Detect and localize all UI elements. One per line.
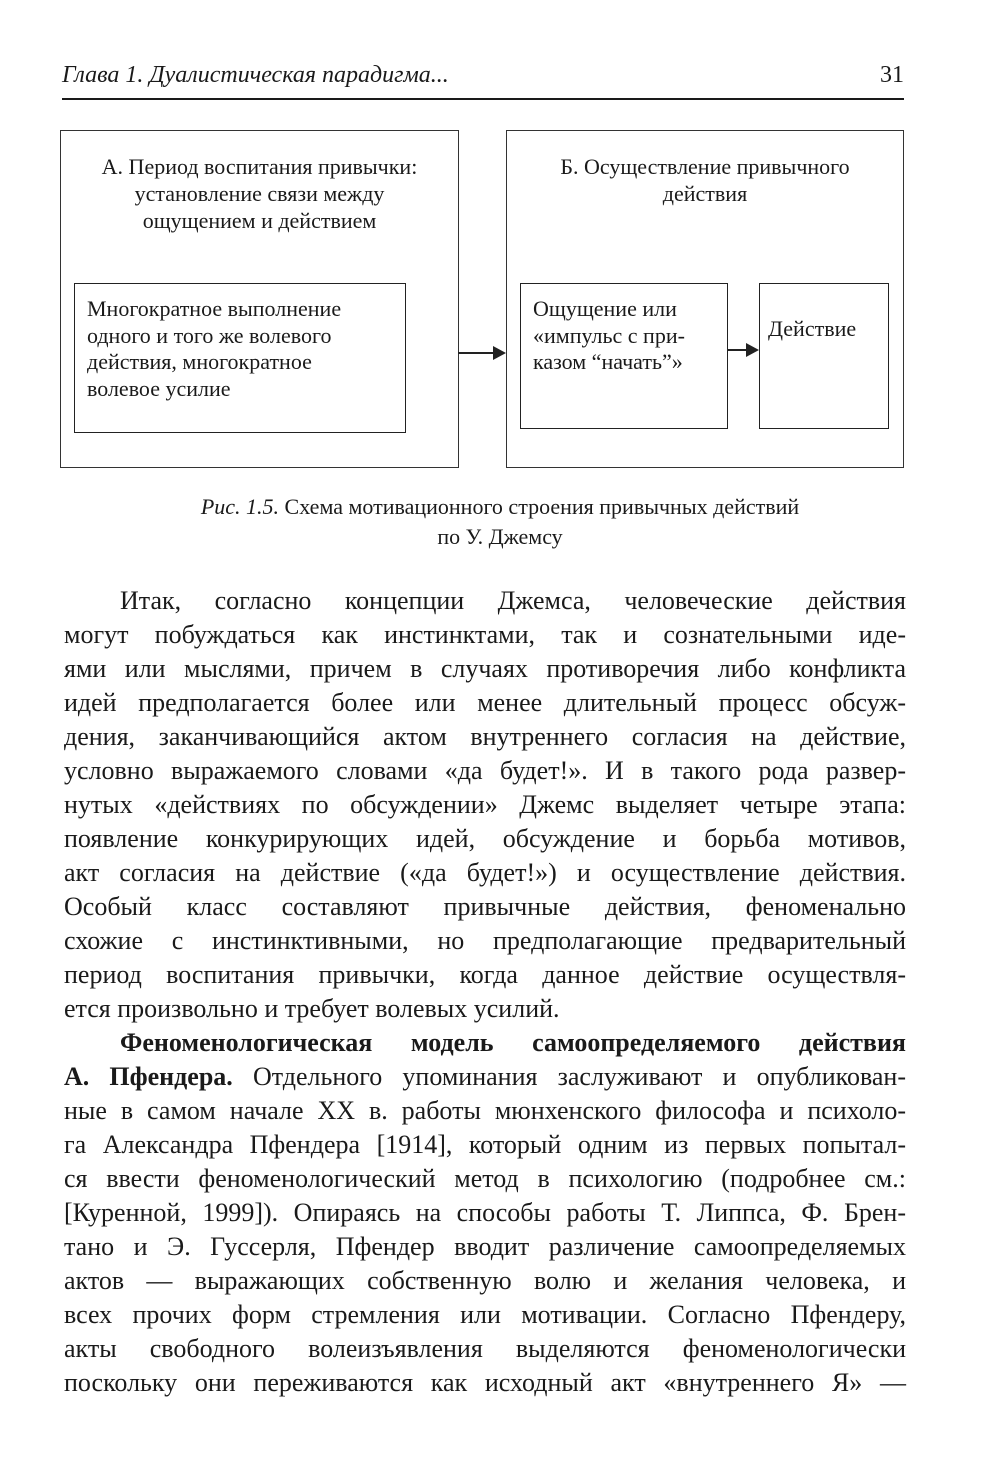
caption-text: Схема мотивационного строения привычных действий [284, 494, 800, 519]
figure-caption [90, 492, 910, 552]
paragraph-line: ется произвольно и требует волевых усилий. [64, 994, 560, 1023]
box-line: волевое усилие [87, 375, 231, 401]
paragraph-line: дения, заканчивающийся актом внутреннего согласия на действие, [64, 722, 906, 751]
section-heading: Феноменологическая модель самоопределяемого действия [120, 1028, 906, 1057]
paragraph-line: условно выражаемого словами «да будет!». И в такого рода развер- [64, 756, 906, 785]
paragraph-line: схожие с инстинктивными, но предполагающие предварительный [64, 926, 906, 955]
box-line: Действие [768, 316, 857, 341]
box-line: действия, многократное [87, 349, 312, 374]
paragraph-line: ся ввести феноменологический метод в психологию (подробнее см.: [64, 1164, 906, 1193]
arrow-a-to-b-head [493, 346, 506, 360]
paragraph-line: всех прочих форм стремления или мотивации. Согласно Пфендеру, [64, 1300, 906, 1329]
figure-diagram [0, 0, 1000, 480]
paragraph-line: поскольку они переживаются как исходный акт «внутреннего Я» — [64, 1368, 906, 1397]
paragraph-line: ями или мыслями, причем в случаях противоречия либо конфликта [64, 654, 906, 683]
box-line: одного и того же волевого [87, 322, 332, 348]
panel-b-title [507, 153, 903, 207]
paragraph-line: актов — выражающих собственную волю и желания человека, и [64, 1266, 906, 1295]
paragraph-line: могут побуждаться как инстинктами, так и сознательными иде- [64, 620, 906, 649]
action-box [759, 283, 889, 429]
caption-text: по У. Джемсу [437, 524, 563, 549]
paragraph-line [64, 1060, 906, 1094]
figure-label: Рис. 1.5. [200, 494, 280, 519]
paragraph-line: акт согласия на действие («да будет!») и осуществление действия. [64, 858, 906, 887]
paragraph-text: Отдельного упоминания заслуживают и опубликован- [232, 1062, 906, 1091]
paragraph-line: Особый класс составляют привычные действия, феноменально [64, 892, 906, 921]
box-line: Многократное выполнение [87, 296, 342, 321]
paragraph-line: Итак, согласно концепции Джемса, человеческие действия [120, 586, 906, 615]
arrow-impulse-to-action-line [728, 349, 748, 351]
impulse-box [520, 283, 728, 429]
paragraph-line: акты свободного волеизъявления выделяются феноменологически [64, 1334, 906, 1363]
paragraph-line: появление конкурирующих идей, обсуждение и борьба мотивов, [64, 824, 906, 853]
paragraph-line: нутых «действиях по обсуждении» Джемс выделяет четыре этапа: [64, 790, 906, 819]
arrow-a-to-b-line [458, 352, 494, 354]
paragraph-line: период воспитания привычки, когда данное действие осуществля- [64, 960, 906, 989]
panel-a-title-line: А. Период воспитания привычки: [101, 154, 418, 179]
paragraph-line: идей предполагается более или менее длительный процесс обсуж- [64, 688, 906, 717]
paragraph-line: тано и Э. Гуссерля, Пфендер вводит различение самоопределяемых [64, 1232, 906, 1261]
panel-a [60, 130, 459, 468]
section-heading-end: А. Пфендера. [64, 1062, 233, 1091]
panel-a-title-line: ощущением и действием [142, 208, 377, 233]
panel-b-title-line: действия [662, 181, 748, 206]
paragraph-line: ные в самом начале XX в. работы мюнхенского философа и психоло- [64, 1096, 906, 1125]
chapter-title: Глава 1. Дуалистическая парадигма... [62, 62, 449, 88]
panel-b [506, 130, 904, 468]
box-line: Ощущение или [533, 296, 677, 321]
repeated-action-box [74, 283, 406, 433]
panel-b-title-line: Б. Осуществление привычного [560, 154, 850, 179]
panel-a-title [61, 153, 458, 234]
panel-a-title-line: установление связи между [134, 181, 385, 206]
paragraph-line: [Куренной, 1999]). Опираясь на способы работы Т. Липпса, Ф. Брен- [64, 1198, 906, 1227]
box-line: казом “начать”» [533, 349, 683, 374]
arrow-impulse-to-action-head [746, 343, 759, 357]
paragraph-line: га Александра Пфендера [1914], который одним из первых попытал- [64, 1130, 906, 1159]
page-number: 31 [880, 62, 904, 88]
box-line: «импульс с при- [533, 322, 685, 348]
